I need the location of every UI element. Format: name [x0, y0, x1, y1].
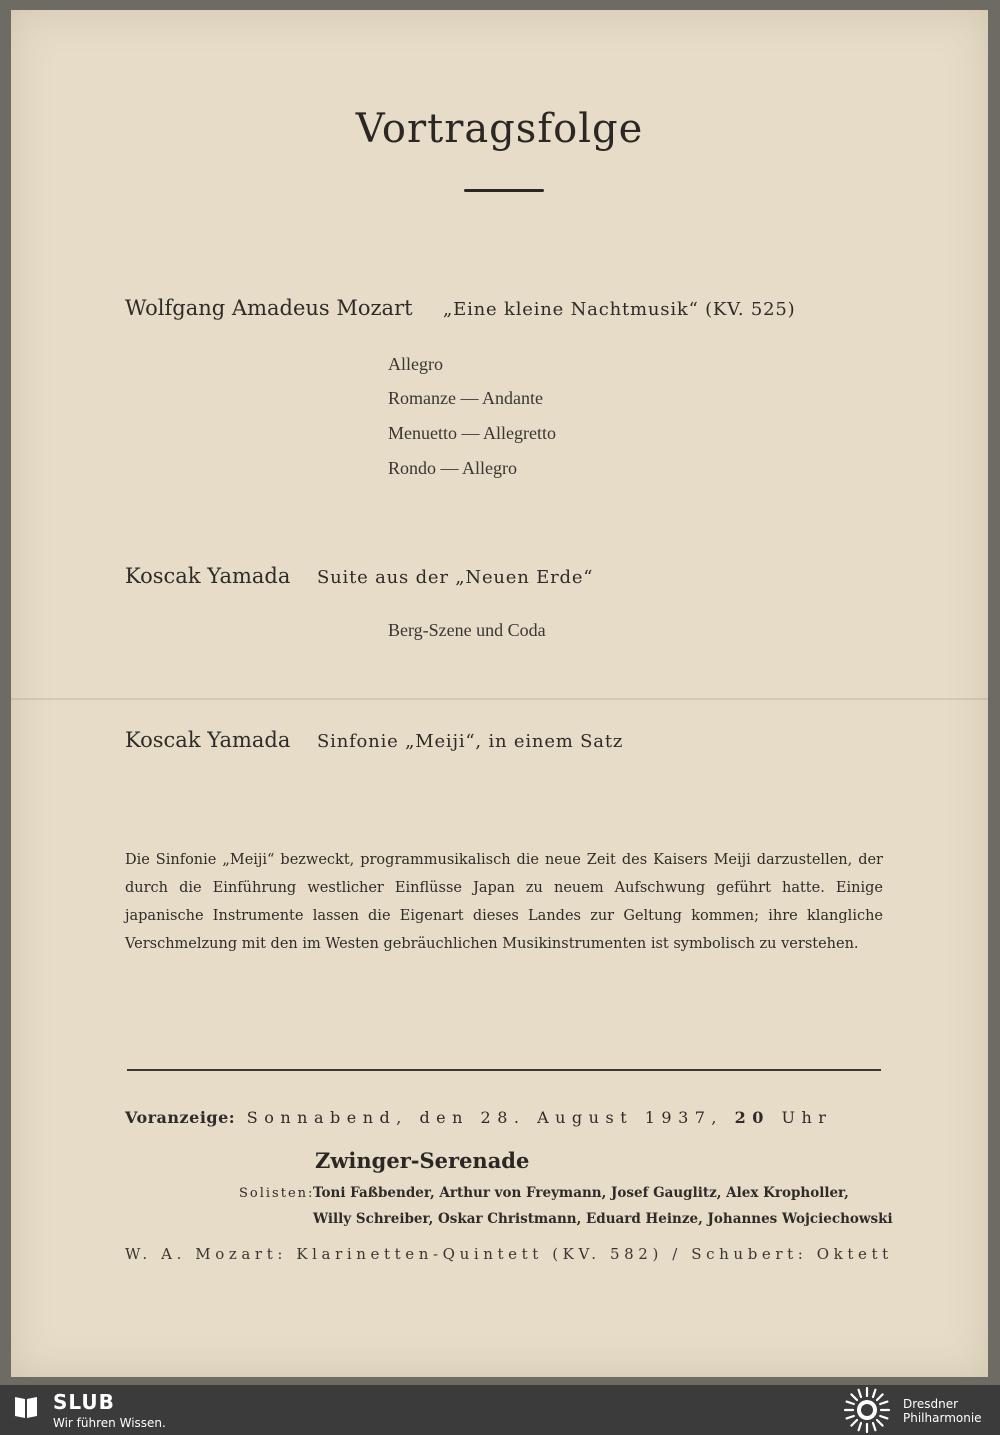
page-title: Vortragsfolge [355, 106, 644, 152]
slub-tagline: Wir führen Wissen. [53, 1416, 166, 1430]
preview-label: Voranzeige: [125, 1108, 236, 1127]
movement-item: Romanze — Andante [388, 388, 543, 408]
section-divider [127, 1069, 881, 1071]
composer-mozart: Wolfgang Amadeus Mozart [125, 296, 413, 320]
preview-time: 20 [734, 1108, 770, 1127]
movement-item: Rondo — Allegro [388, 458, 517, 478]
soloists-list-line-2: Willy Schreiber, Oskar Christmann, Eduard Heinze, Johannes Wojciechowski [313, 1211, 893, 1227]
movement-item: Allegro [388, 354, 443, 374]
preview-announcement [125, 1108, 885, 1127]
composer-yamada-sinfonie: Koscak Yamada [125, 728, 291, 752]
slub-logo-text: SLUB [53, 1390, 115, 1414]
soloists-label: Solisten: [239, 1186, 315, 1201]
work-title-suite: Suite aus der „Neuen Erde“ [317, 567, 594, 588]
movement-item: Berg-Szene und Coda [388, 620, 546, 640]
philharmonie-sunburst-icon [842, 1386, 892, 1434]
paper-fold-line [11, 698, 988, 700]
movement-item: Menuetto — Allegretto [388, 423, 556, 443]
preview-program: W. A. Mozart: Klarinetten-Quintett (KV. 582) / Schubert: Oktett [125, 1245, 893, 1263]
title-divider [464, 189, 544, 192]
soloists-list-line-1: Toni Faßbender, Arthur von Freymann, Josef Gauglitz, Alex Kropholler, [313, 1185, 849, 1201]
preview-date: Sonnabend, den 28. August 1937, [246, 1108, 724, 1127]
program-note: Die Sinfonie „Meiji“ bezweckt, programmusikalisch die neue Zeit des Kaisers Meiji darzustellen, der durch die Einführung westlicher Einflüsse Japan zu neuem Aufschwung geführt hatte. Einige japanische Instrumente lassen die Eigenart dieses Landes zur Geltung kommen; ihre klangliche Verschmelzung mit den im Westen gebräuchlichen Musikinstrumenten ist symbolisch zu verstehen. [125, 852, 883, 952]
work-title-mozart: „Eine kleine Nachtmusik“ (KV. 525) [443, 299, 796, 320]
composer-yamada-suite: Koscak Yamada [125, 564, 291, 588]
slub-book-icon [12, 1393, 40, 1421]
philharmonie-name-line-1: Dresdner [903, 1397, 959, 1411]
philharmonie-name-line-2: Philharmonie [903, 1411, 982, 1425]
event-title: Zwinger-Serenade [315, 1148, 530, 1173]
program-sheet [11, 10, 988, 1377]
footer-bar [0, 1385, 1000, 1435]
philharmonie-name [903, 1397, 982, 1425]
work-title-sinfonie: Sinfonie „Meiji“, in einem Satz [317, 731, 624, 752]
preview-time-unit: Uhr [781, 1108, 833, 1127]
